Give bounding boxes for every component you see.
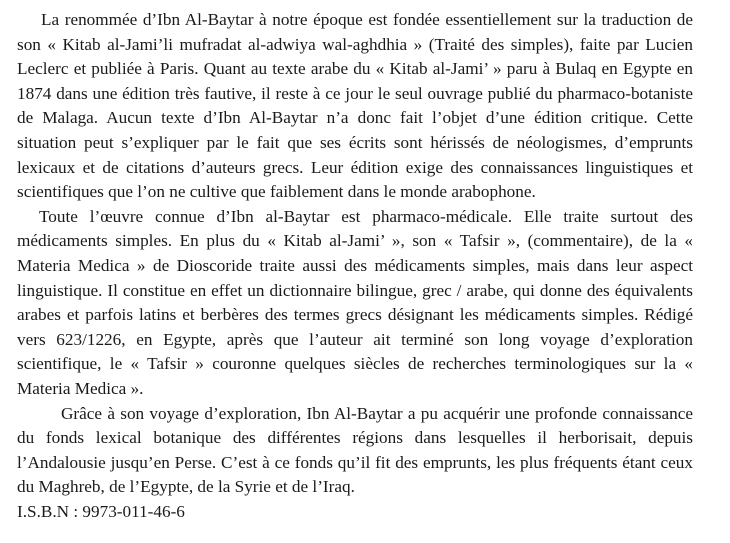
paragraph-renommee: La renommée d’Ibn Al-Baytar à notre époque est fondée essentiellement sur la traduction de son « Kitab al-Jami’li mufradat al-adwiya wal-aghdhia » (Traité des simples), faite par Lucien Leclerc et publiée à Paris. Quant au texte arabe du « Kitab al-Jami’ » paru à Bulaq en Egypte en 1874 dans une édition très fautive, il reste à ce jour le seul ouvrage publié du pharmaco-botaniste de Malaga. Aucun texte d’Ibn Al-Baytar n’a donc fait l’objet d’une édition critique. Cette situation peut s’expliquer par le fait que ses écrits sont hérissés de néologismes, d’emprunts lexicaux et de citations d’auteurs grecs. Leur édition exige des connaissances linguistiques et scientifiques que l’on ne cultive que faiblement dans le monde arabophone. [17,10,693,202]
paragraph-voyage: Grâce à son voyage d’exploration, Ibn Al-Baytar a pu acquérir une profonde connaissance du fonds lexical botanique des différentes régions dans lesquelles il herborisait, depuis l’Andalousie jusqu’en Perse. C’est à ce fonds qu’il fit des emprunts, les plus fréquents étant ceux du Maghreb, de l’Egypte, de la Syrie et de l’Iraq. [17,403,693,497]
document-page [17,8,693,524]
isbn-line: I.S.B.N : 9973-011-46-6 [17,501,185,521]
paragraph-oeuvre: Toute l’œuvre connue d’Ibn al-Baytar est pharmaco-médicale. Elle traite surtout des médicaments simples. En plus du « Kitab al-Jami’ », son « Tafsir », (commentaire), de la « Materia Medica » de Dioscoride traite aussi des médicaments simples, mais dans leur aspect linguistique. Il constitue en effet un dictionnaire bilingue, grec / arabe, qui donne des équivalents arabes et parfois latins et berbères des termes grecs désignant les médicaments simples. Rédigé vers 623/1226, en Egypte, après que l’auteur ait terminé son long voyage d’exploration scientifique, le « Tafsir » couronne quelques siècles de recherches terminologiques sur la « Materia Medica ». [17,206,693,398]
